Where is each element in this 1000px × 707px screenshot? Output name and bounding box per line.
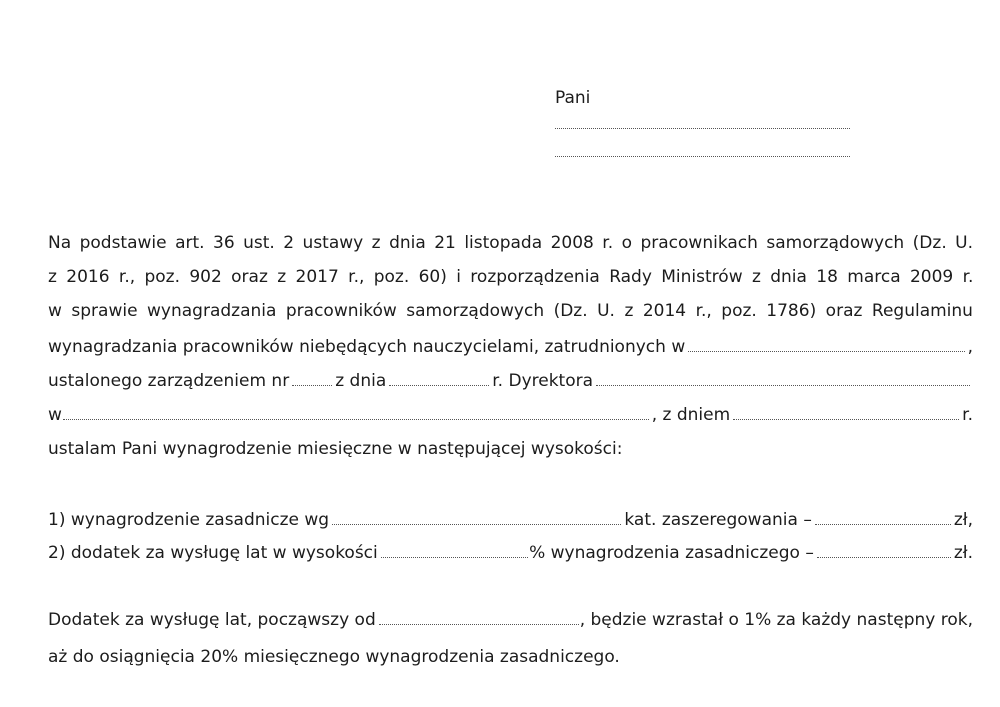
body-line-5 bbox=[48, 369, 973, 393]
addressee-name-field[interactable] bbox=[555, 128, 850, 129]
closing-line-2-text: aż do osiągnięcia 20% miesięcznego wynagrodzenia zasadniczego. bbox=[48, 647, 620, 667]
item-1-prefix: 1) wynagrodzenie zasadnicze wg bbox=[48, 510, 330, 530]
body-line-3-text: w sprawie wynagradzania pracowników samorządowych (Dz. U. z 2014 r., poz. 1786) oraz Regulaminu bbox=[48, 301, 973, 321]
order-number-field[interactable] bbox=[292, 370, 332, 386]
body-line-5-c: r. Dyrektora bbox=[492, 371, 594, 391]
order-date-field[interactable] bbox=[389, 370, 489, 386]
body-line-7 bbox=[48, 437, 973, 461]
body-line-6 bbox=[48, 403, 973, 427]
body-line-3 bbox=[48, 299, 973, 323]
employer-field[interactable] bbox=[688, 336, 964, 352]
institution-field[interactable] bbox=[63, 404, 649, 420]
effective-date-field[interactable] bbox=[733, 404, 959, 420]
seniority-amount-field[interactable] bbox=[817, 542, 951, 558]
body-line-5-b: z dnia bbox=[335, 371, 387, 391]
addressee-salutation: Pani bbox=[555, 88, 591, 108]
body-line-6-b: , z dniem bbox=[651, 405, 731, 425]
item-2-prefix: 2) dodatek za wysługę lat w wysokości bbox=[48, 543, 378, 563]
closing-line-1-b: , będzie wzrastał o 1% za każdy następny rok, bbox=[579, 610, 973, 630]
body-line-6-a: w bbox=[48, 405, 62, 425]
body-line-4-end: , bbox=[967, 337, 973, 357]
addressee-address-field[interactable] bbox=[555, 156, 850, 157]
body-line-6-c: r. bbox=[962, 405, 973, 425]
seniority-percent-field[interactable] bbox=[381, 542, 528, 558]
director-field[interactable] bbox=[596, 370, 970, 386]
seniority-start-date-field[interactable] bbox=[379, 609, 579, 625]
item-2-suffix: zł. bbox=[953, 543, 973, 563]
body-line-4 bbox=[48, 335, 973, 359]
closing-line-1 bbox=[48, 608, 973, 632]
item-1-suffix: zł, bbox=[953, 510, 973, 530]
body-line-5-a: ustalonego zarządzeniem nr bbox=[48, 371, 290, 391]
body-line-2 bbox=[48, 265, 973, 289]
body-line-2-text: z 2016 r., poz. 902 oraz z 2017 r., poz. 60) i rozporządzenia Rady Ministrów z dnia 18 marca 2009 r. bbox=[48, 267, 973, 287]
body-line-4-text: wynagradzania pracowników niebędących nauczycielami, zatrudnionych w bbox=[48, 337, 686, 357]
closing-line-1-a: Dodatek za wysługę lat, począwszy od bbox=[48, 610, 376, 630]
body-line-1-text: Na podstawie art. 36 ust. 2 ustawy z dnia 21 listopada 2008 r. o pracownikach samorządowych (Dz. U. bbox=[48, 233, 973, 253]
base-salary-field[interactable] bbox=[815, 509, 951, 525]
closing-line-2 bbox=[48, 645, 973, 669]
salary-basis-field[interactable] bbox=[332, 509, 621, 525]
addressee-block bbox=[555, 86, 850, 157]
body-line-7-text: ustalam Pani wynagrodzenie miesięczne w następującej wysokości: bbox=[48, 439, 623, 459]
item-1-middle: kat. zaszeregowania – bbox=[624, 510, 812, 530]
item-2-middle: % wynagrodzenia zasadniczego – bbox=[529, 543, 814, 563]
body-line-1 bbox=[48, 231, 973, 255]
item-1 bbox=[48, 508, 973, 532]
item-2 bbox=[48, 541, 973, 565]
